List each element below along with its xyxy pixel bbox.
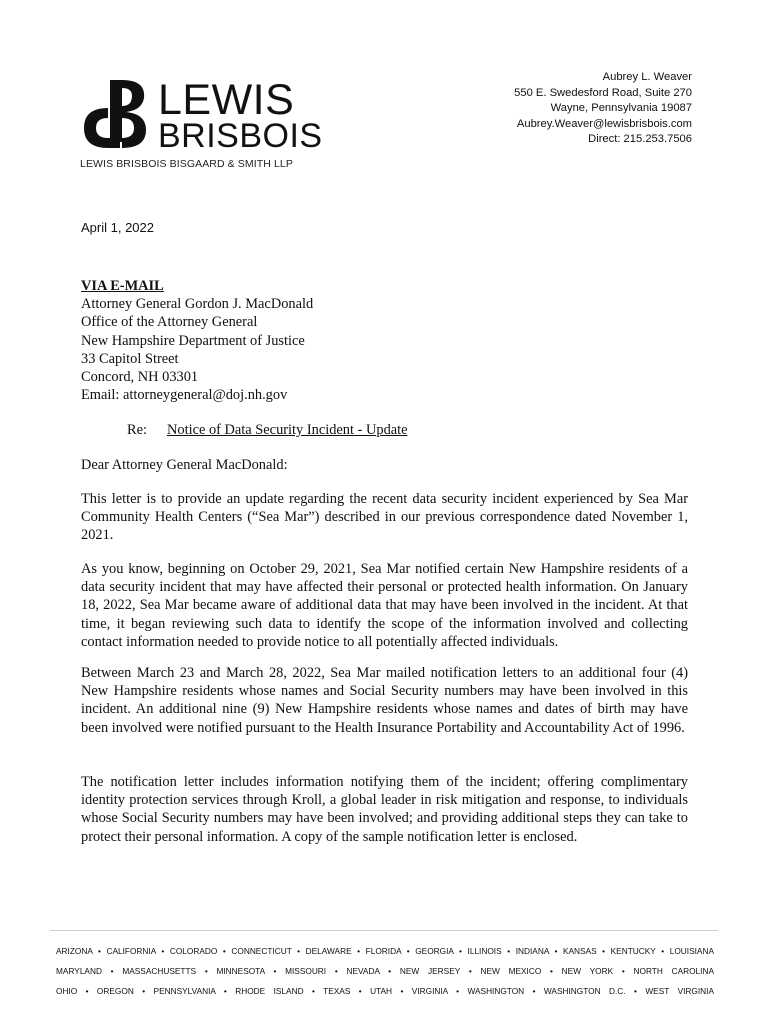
recipient-city: Concord, NH 03301 <box>81 369 199 386</box>
body-paragraph: The notification letter includes information notifying them of the incident; offering complimentary identity protection services through Kroll, a global leader in risk mitigation and response, to individuals whose Social Security numbers may have been involved; and providing additional steps they can take to protect their personal information. A copy of the sample notification letter is enclosed. <box>81 774 688 845</box>
sender-direct-phone: Direct: 215.253.7506 <box>588 133 692 146</box>
footer-offices-line: MARYLAND • MASSACHUSETTS • MINNESOTA • MISSOURI • NEVADA • NEW JERSEY • NEW MEXICO • NEW YORK • NORTH CAROLINA <box>56 966 714 976</box>
logo-wordmark-lewis: LEWIS <box>158 76 295 124</box>
salutation: Dear Attorney General MacDonald: <box>81 457 288 473</box>
recipient-street: 33 Capitol Street <box>81 350 179 367</box>
sender-block <box>514 70 692 148</box>
body-paragraph: Between March 23 and March 28, 2022, Sea Mar mailed notification letters to an additional four (4) New Hampshire residents whose names and Social Security numbers may have been involved in this incident. An additional nine (9) New Hampshire residents whose names and dates of birth may have been involved were notified pursuant to the Health Insurance Portability and Accountability Act of 1996. <box>81 665 688 736</box>
sender-name: Aubrey L. Weaver <box>602 71 692 83</box>
recipient-name: Attorney General Gordon J. MacDonald <box>81 296 314 313</box>
sender-city: Wayne, Pennsylvania 19087 <box>550 102 692 115</box>
footer-offices-line: OHIO • OREGON • PENNSYLVANIA • RHODE ISLAND • TEXAS • UTAH • VIRGINIA • WASHINGTON • WASHINGTON D.C. • WEST VIRGINIA <box>56 986 714 996</box>
subject-line <box>127 421 408 439</box>
sender-street: 550 E. Swedesford Road, Suite 270 <box>514 86 692 99</box>
body-paragraph: This letter is to provide an update regarding the recent data security incident experienced by Sea Mar Community Health Centers (“Sea Mar”) described in our previous correspondence dated November 1, 2021. <box>81 491 688 544</box>
subject-label: Re: <box>127 422 147 438</box>
footer-divider <box>50 930 718 931</box>
subject-text: Notice of Data Security Incident - Update <box>166 422 408 438</box>
lewis-brisbois-monogram-icon <box>80 78 150 152</box>
sender-email[interactable]: Aubrey.Weaver@lewisbrisbois.com <box>516 117 692 130</box>
recipient-email[interactable]: Email: attorneygeneral@doj.nh.gov <box>81 387 288 404</box>
recipient-block <box>81 277 313 404</box>
body-paragraph: As you know, beginning on October 29, 2021, Sea Mar notified certain New Hampshire residents of a data security incident that may have affected their personal or protected health information. On January 18, 2022, Sea Mar became aware of additional data that may have been involved in the incident. At that time, it began reviewing such data to identify the scope of the information involved and collecting contact information needed to provide notice to all potentially affected individuals. <box>81 561 688 650</box>
logo-wordmark-brisbois: BRISBOIS <box>158 117 323 155</box>
letter-date: April 1, 2022 <box>81 220 154 235</box>
footer-offices-line: ARIZONA • CALIFORNIA • COLORADO • CONNECTICUT • DELAWARE • FLORIDA • GEORGIA • ILLINOIS • INDIANA • KANSAS • KENTUCKY • LOUISIANA <box>56 946 714 956</box>
recipient-department: New Hampshire Department of Justice <box>81 332 305 349</box>
firm-logo <box>80 76 323 174</box>
firm-name: LEWIS BRISBOIS BISGAARD & SMITH LLP <box>80 158 293 170</box>
delivery-method: VIA E-MAIL <box>81 278 164 294</box>
recipient-office: Office of the Attorney General <box>81 314 258 331</box>
